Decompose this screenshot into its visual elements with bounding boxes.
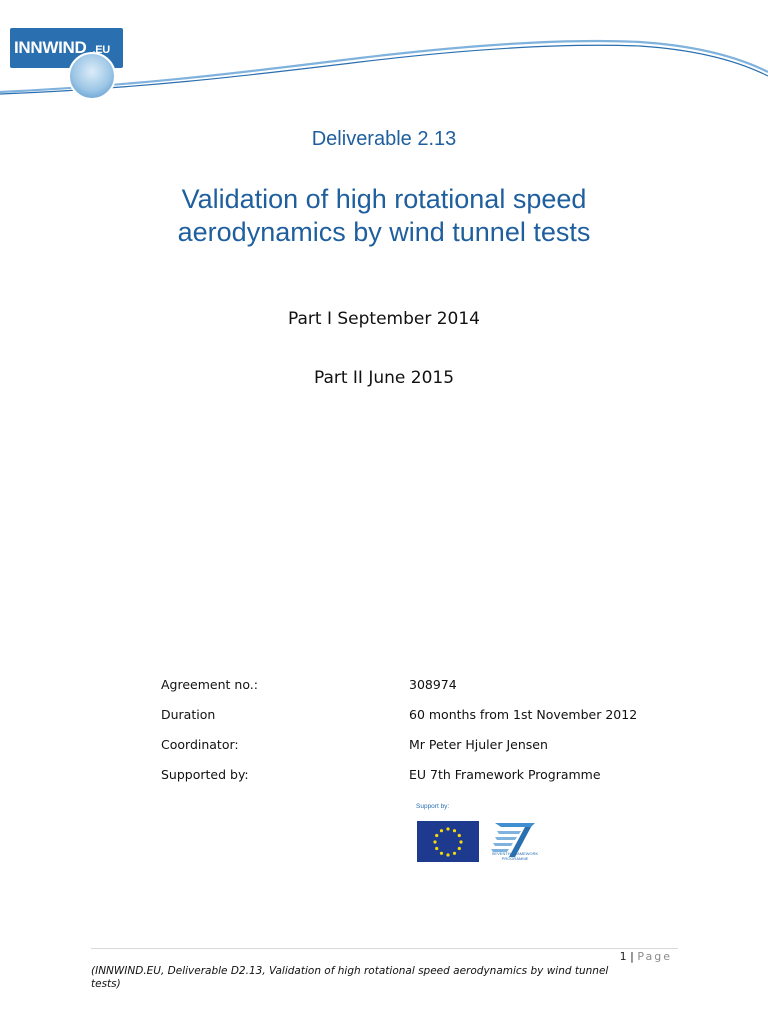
- logo-name: INNWIND: [14, 38, 87, 57]
- fp7-caption: [487, 851, 543, 861]
- page-number: [620, 950, 672, 963]
- info-value: 60 months from 1st November 2012: [409, 707, 638, 722]
- support-label: Support by:: [416, 803, 450, 810]
- page-word: Page: [637, 950, 672, 963]
- info-row-agreement: [161, 677, 661, 707]
- info-row-duration: [161, 707, 661, 737]
- footer-citation: (INNWIND.EU, Deliverable D2.13, Validation of high rotational speed aerodynamics by wind tunnel tests): [91, 965, 609, 990]
- wind-turbine-icon: [68, 52, 116, 100]
- info-row-supported: [161, 767, 661, 797]
- page-header: [0, 0, 768, 100]
- info-label: Agreement no.:: [161, 677, 258, 692]
- title-line-1: Validation of high rotational speed: [181, 184, 587, 214]
- info-row-coordinator: [161, 737, 661, 767]
- project-info-table: [161, 677, 661, 797]
- info-label: Duration: [161, 707, 216, 722]
- info-value: Mr Peter Hjuler Jensen: [409, 737, 548, 752]
- info-value: EU 7th Framework Programme: [409, 767, 601, 782]
- info-label: Coordinator:: [161, 737, 239, 752]
- logo-suffix: .EU: [92, 44, 110, 56]
- part-two-date: Part II June 2015: [313, 368, 455, 388]
- info-value: 308974: [409, 677, 457, 692]
- support-logos: [415, 803, 545, 865]
- page-separator: |: [630, 950, 634, 963]
- innwind-logo: [10, 28, 123, 68]
- fp7-caption-line2: PROGRAMME: [501, 856, 529, 861]
- eu-flag-icon: [417, 821, 479, 862]
- footer-divider: [91, 948, 678, 949]
- title-line-2: aerodynamics by wind tunnel tests: [177, 217, 591, 247]
- page-number-value: 1: [619, 950, 627, 963]
- fp7-caption-line1: SEVENTH FRAMEWORK: [491, 851, 539, 856]
- deliverable-number: Deliverable 2.13: [311, 128, 457, 150]
- info-label: Supported by:: [161, 767, 249, 782]
- document-title: [0, 183, 768, 249]
- part-one-date: Part I September 2014: [287, 309, 480, 329]
- logo-text: [14, 38, 110, 58]
